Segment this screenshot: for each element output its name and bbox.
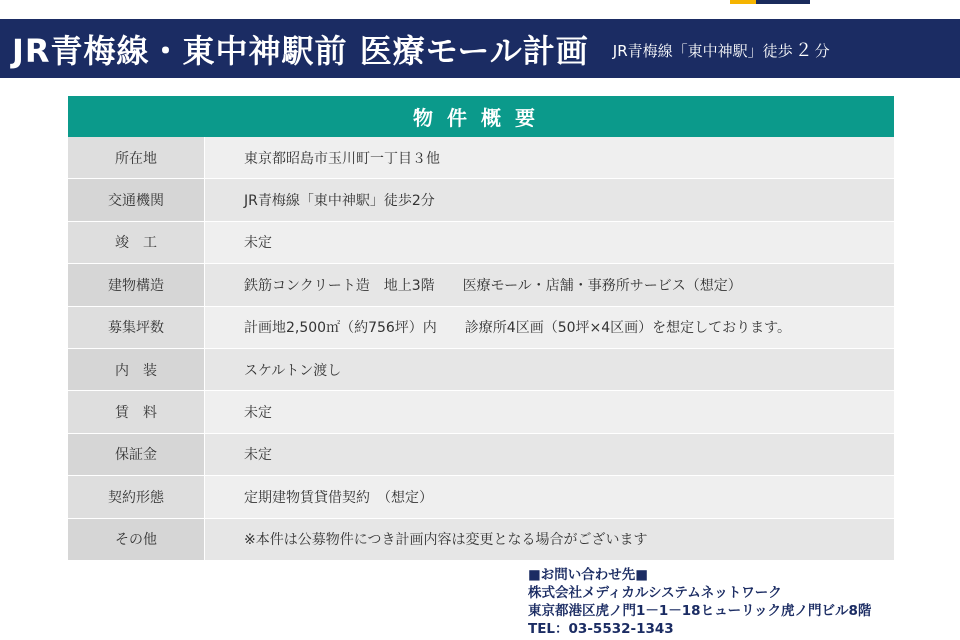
row-value: ※本件は公募物件につき計画内容は変更となる場合がございます: [205, 519, 894, 560]
row-label: その他: [68, 519, 205, 560]
table-row: [68, 137, 894, 179]
row-value: 計画地2,500㎡（約756坪）内 診療所4区画（50坪×4区画）を想定しております。: [205, 307, 894, 348]
row-label: 所在地: [68, 137, 205, 178]
row-label: 竣 工: [68, 222, 205, 263]
subtitle-walk-minutes: ２: [794, 39, 813, 61]
top-accent-tabs: [730, 0, 810, 4]
row-value: 未定: [205, 391, 894, 432]
row-value: JR青梅線「東中神駅」徒歩2分: [205, 179, 894, 220]
contact-tel: TEL：03-5532-1343: [528, 621, 674, 637]
table-row: [68, 434, 894, 476]
contact-info: [528, 566, 948, 638]
row-label: 保証金: [68, 434, 205, 475]
table-row: [68, 349, 894, 391]
row-value: 鉄筋コンクリート造 地上3階 医療モール・店舗・事務所サービス（想定）: [205, 264, 894, 305]
row-label: 建物構造: [68, 264, 205, 305]
row-value: スケルトン渡し: [205, 349, 894, 390]
row-value: 東京都昭島市玉川町一丁目３他: [205, 137, 894, 178]
subtitle-suffix: 分: [814, 41, 830, 60]
row-label: 賃 料: [68, 391, 205, 432]
row-label: 交通機関: [68, 179, 205, 220]
contact-heading: ■お問い合わせ先■: [528, 567, 649, 583]
table-row: [68, 476, 894, 518]
header-banner: [0, 19, 960, 78]
table-row: [68, 222, 894, 264]
row-label: 契約形態: [68, 476, 205, 517]
row-label: 内 装: [68, 349, 205, 390]
accent-tab-yellow: [730, 0, 756, 4]
table-row: [68, 307, 894, 349]
accent-tab-navy: [756, 0, 810, 4]
table-row: [68, 179, 894, 221]
page-title: JR青梅線・東中神駅前 医療モール計画: [12, 31, 589, 70]
overview-rows: [68, 137, 894, 561]
row-label: 募集坪数: [68, 307, 205, 348]
row-value: 未定: [205, 434, 894, 475]
overview-title: 物件概要: [68, 96, 894, 137]
subtitle-prefix: JR青梅線「東中神駅」徒歩: [612, 41, 793, 60]
row-value: 定期建物賃貸借契約 （想定）: [205, 476, 894, 517]
access-subtitle: [613, 36, 830, 62]
contact-company: 株式会社メディカルシステムネットワーク: [528, 585, 782, 601]
row-value: 未定: [205, 222, 894, 263]
table-row: [68, 519, 894, 561]
table-row: [68, 264, 894, 306]
property-overview-table: [68, 96, 894, 561]
table-row: [68, 391, 894, 433]
contact-address: 東京都港区虎ノ門1－1－18ヒューリック虎ノ門ビル8階: [528, 603, 872, 619]
